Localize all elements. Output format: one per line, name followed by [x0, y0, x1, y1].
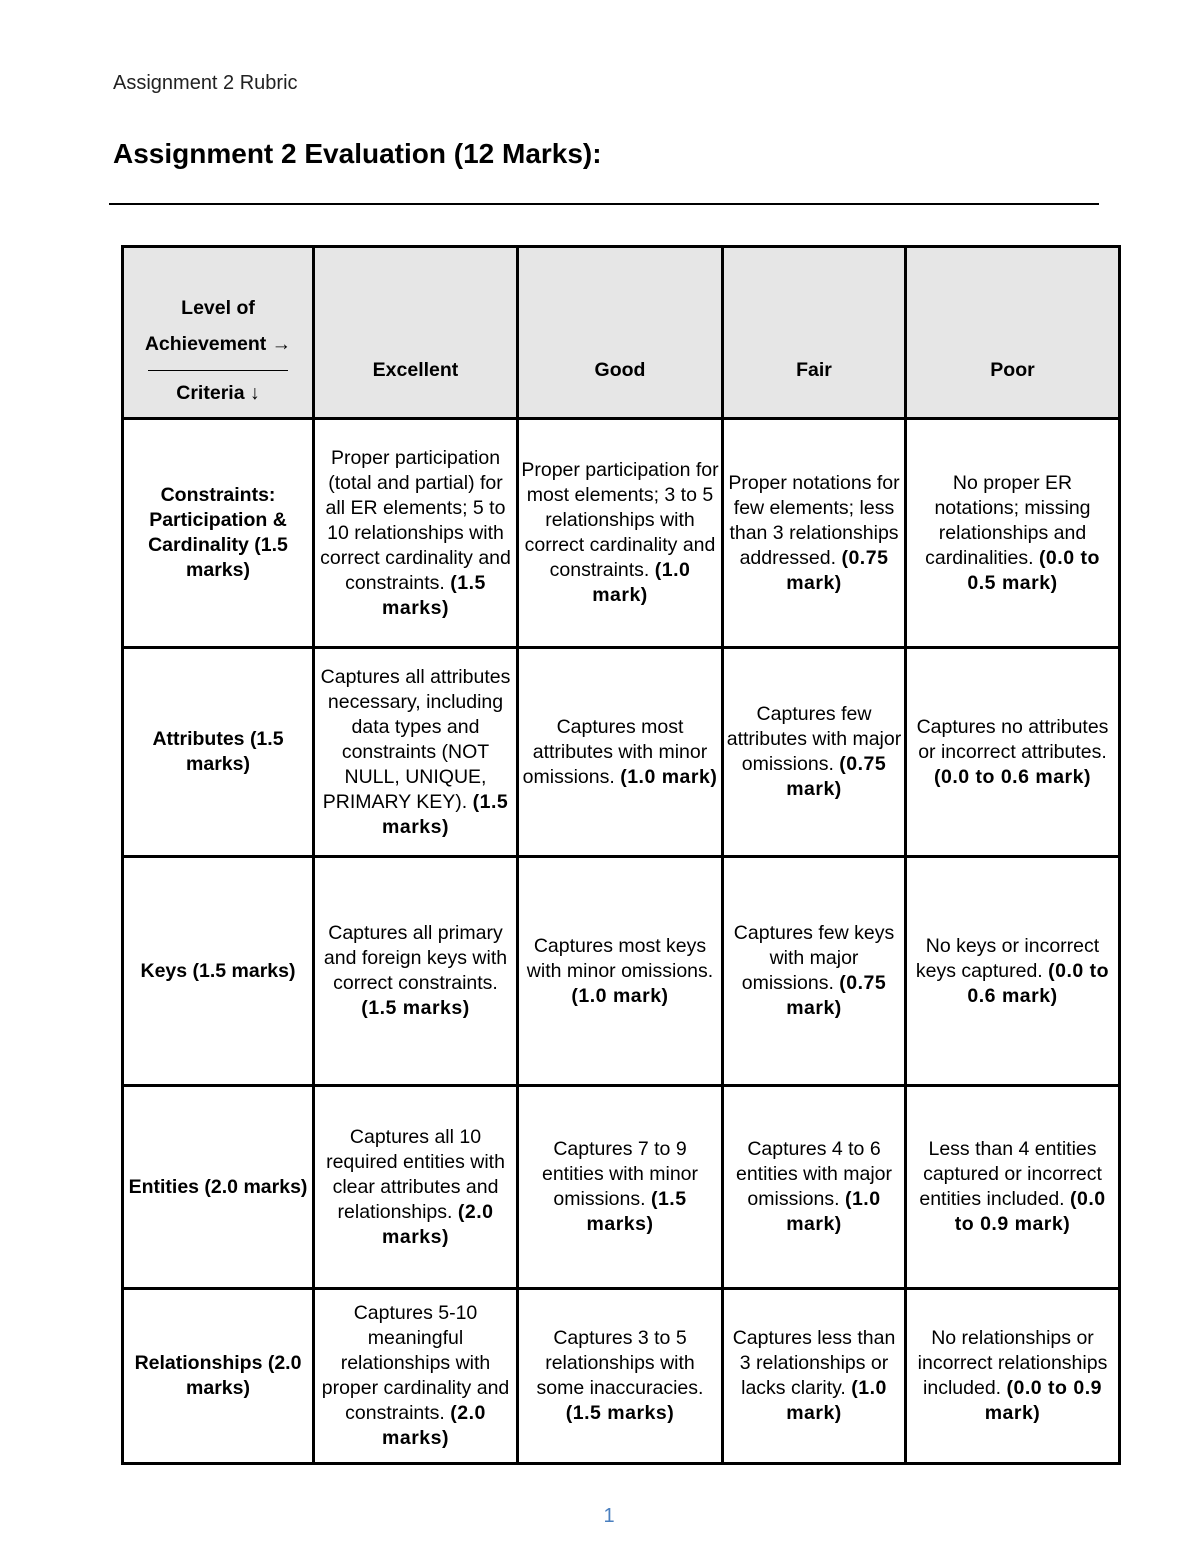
criterion-cell: Relationships (2.0 marks)	[123, 1289, 314, 1464]
rubric-cell-poor	[906, 1086, 1120, 1289]
cell-marks: (2.0 marks)	[382, 1200, 494, 1248]
criterion-cell: Keys (1.5 marks)	[123, 857, 314, 1086]
cell-marks: (1.0 mark)	[786, 1377, 887, 1424]
cell-marks: (1.0 mark)	[786, 1188, 881, 1235]
criterion-cell: Constraints: Participation & Cardinality (1.5 marks)	[123, 419, 314, 648]
rubric-cell-excellent	[314, 1086, 518, 1289]
column-header-poor: Poor	[906, 247, 1120, 419]
cell-description: Captures 7 to 9 entities with minor omissions.	[541, 1138, 699, 1210]
column-header-excellent: Excellent	[314, 247, 518, 419]
column-header-fair: Fair	[723, 247, 906, 419]
criterion-cell: Entities (2.0 marks)	[123, 1086, 314, 1289]
cell-description: Captures most attributes with minor omissions.	[522, 715, 708, 788]
cell-marks: (0.75 mark)	[786, 972, 887, 1019]
cell-marks: (1.5 marks)	[361, 997, 470, 1019]
level-label: Level of	[181, 297, 255, 319]
cell-description: Proper participation (total and partial) for all ER elements; 5 to 10 relationships with correct cardinality and constraints.	[320, 446, 511, 594]
rubric-cell-fair	[723, 419, 906, 648]
cell-description: Captures all 10 required entities with clear attributes and relationships.	[326, 1125, 505, 1223]
criterion-cell: Attributes (1.5 marks)	[123, 648, 314, 857]
rubric-header-row	[123, 247, 1120, 419]
cell-description: No keys or incorrect keys captured.	[915, 934, 1100, 982]
cell-description: Proper notations for few elements; less than 3 relationships addressed.	[728, 471, 900, 569]
rubric-cell-fair	[723, 1086, 906, 1289]
cell-description: Less than 4 entities captured or incorrect entities included.	[919, 1138, 1102, 1210]
column-header-good: Good	[518, 247, 723, 419]
rubric-row-attributes	[123, 648, 1120, 857]
cell-description: No relationships or incorrect relationships included.	[917, 1327, 1108, 1399]
corner-divider	[148, 370, 288, 371]
cell-marks: (1.0 mark)	[571, 984, 669, 1007]
rubric-cell-excellent	[314, 1289, 518, 1464]
cell-description: Captures less than 3 relationships or lacks clarity.	[732, 1327, 896, 1399]
rubric-cell-fair	[723, 857, 906, 1086]
rubric-cell-good	[518, 648, 723, 857]
cell-marks: (1.5 marks)	[565, 1402, 675, 1424]
cell-marks: (0.0 to 0.6 mark)	[934, 765, 1091, 788]
page-title: Assignment 2 Evaluation (12 Marks):	[113, 138, 602, 169]
cell-description: Captures most keys with minor omissions.	[526, 934, 714, 982]
cell-marks: (0.75 mark)	[786, 753, 887, 800]
cell-marks: (0.0 to 0.6 mark)	[967, 959, 1110, 1007]
rubric-row-relationships	[123, 1289, 1120, 1464]
cell-description: Captures 5-10 meaningful relationships with proper cardinality and constraints.	[321, 1302, 510, 1424]
rubric-cell-poor	[906, 1289, 1120, 1464]
cell-marks: (1.0 mark)	[620, 765, 718, 788]
cell-description: Captures few keys with major omissions.	[733, 922, 895, 994]
cell-marks: (1.0 mark)	[592, 559, 691, 606]
cell-marks: (1.5 marks)	[586, 1188, 687, 1235]
rubric-cell-good	[518, 1086, 723, 1289]
rubric-row-entities	[123, 1086, 1120, 1289]
cell-description: Captures all primary and foreign keys with correct constraints.	[323, 922, 508, 994]
rubric-cell-poor	[906, 857, 1120, 1086]
rubric-row-constraints	[123, 419, 1120, 648]
rubric-cell-good	[518, 419, 723, 648]
cell-marks: (0.0 to 0.5 mark)	[967, 546, 1100, 594]
rubric-cell-good	[518, 857, 723, 1086]
cell-marks: (1.5 marks)	[382, 790, 509, 838]
rubric-cell-fair	[723, 1289, 906, 1464]
cell-marks: (1.5 marks)	[382, 571, 486, 619]
cell-description: Captures all attributes necessary, including data types and constraints (NOT NULL, UNIQUE, PRIMARY KEY).	[320, 665, 511, 813]
cell-description: Captures few attributes with major omissions.	[726, 703, 902, 775]
running-header: Assignment 2 Rubric	[113, 72, 298, 94]
rubric-table	[121, 245, 1121, 1465]
rubric-row-keys	[123, 857, 1120, 1086]
title-underline	[109, 203, 1099, 205]
cell-marks: (0.75 mark)	[786, 546, 889, 594]
achievement-label: Achievement →	[144, 333, 292, 355]
rubric-cell-excellent	[314, 648, 518, 857]
cell-marks: (0.0 to 0.9 mark)	[984, 1377, 1102, 1424]
rubric-cell-good	[518, 1289, 723, 1464]
cell-description: Captures 3 to 5 relationships with some inaccuracies.	[536, 1327, 704, 1399]
cell-marks: (2.0 marks)	[382, 1402, 486, 1449]
rubric-cell-fair	[723, 648, 906, 857]
cell-description: Captures no attributes or incorrect attributes.	[916, 715, 1109, 763]
rubric-cell-poor	[906, 419, 1120, 648]
rubric-cell-excellent	[314, 857, 518, 1086]
cell-description: No proper ER notations; missing relationships and cardinalities.	[925, 471, 1091, 569]
cell-description: Captures 4 to 6 entities with major omissions.	[735, 1138, 893, 1210]
rubric-cell-poor	[906, 648, 1120, 857]
corner-header-cell	[123, 247, 314, 419]
cell-marks: (0.0 to 0.9 mark)	[954, 1188, 1106, 1235]
rubric-cell-excellent	[314, 419, 518, 648]
page-number: 1	[603, 1505, 615, 1527]
criteria-label: Criteria ↓	[176, 382, 260, 404]
cell-description: Proper participation for most elements; 3 to 5 relationships with correct cardinality and constraints.	[521, 459, 719, 581]
